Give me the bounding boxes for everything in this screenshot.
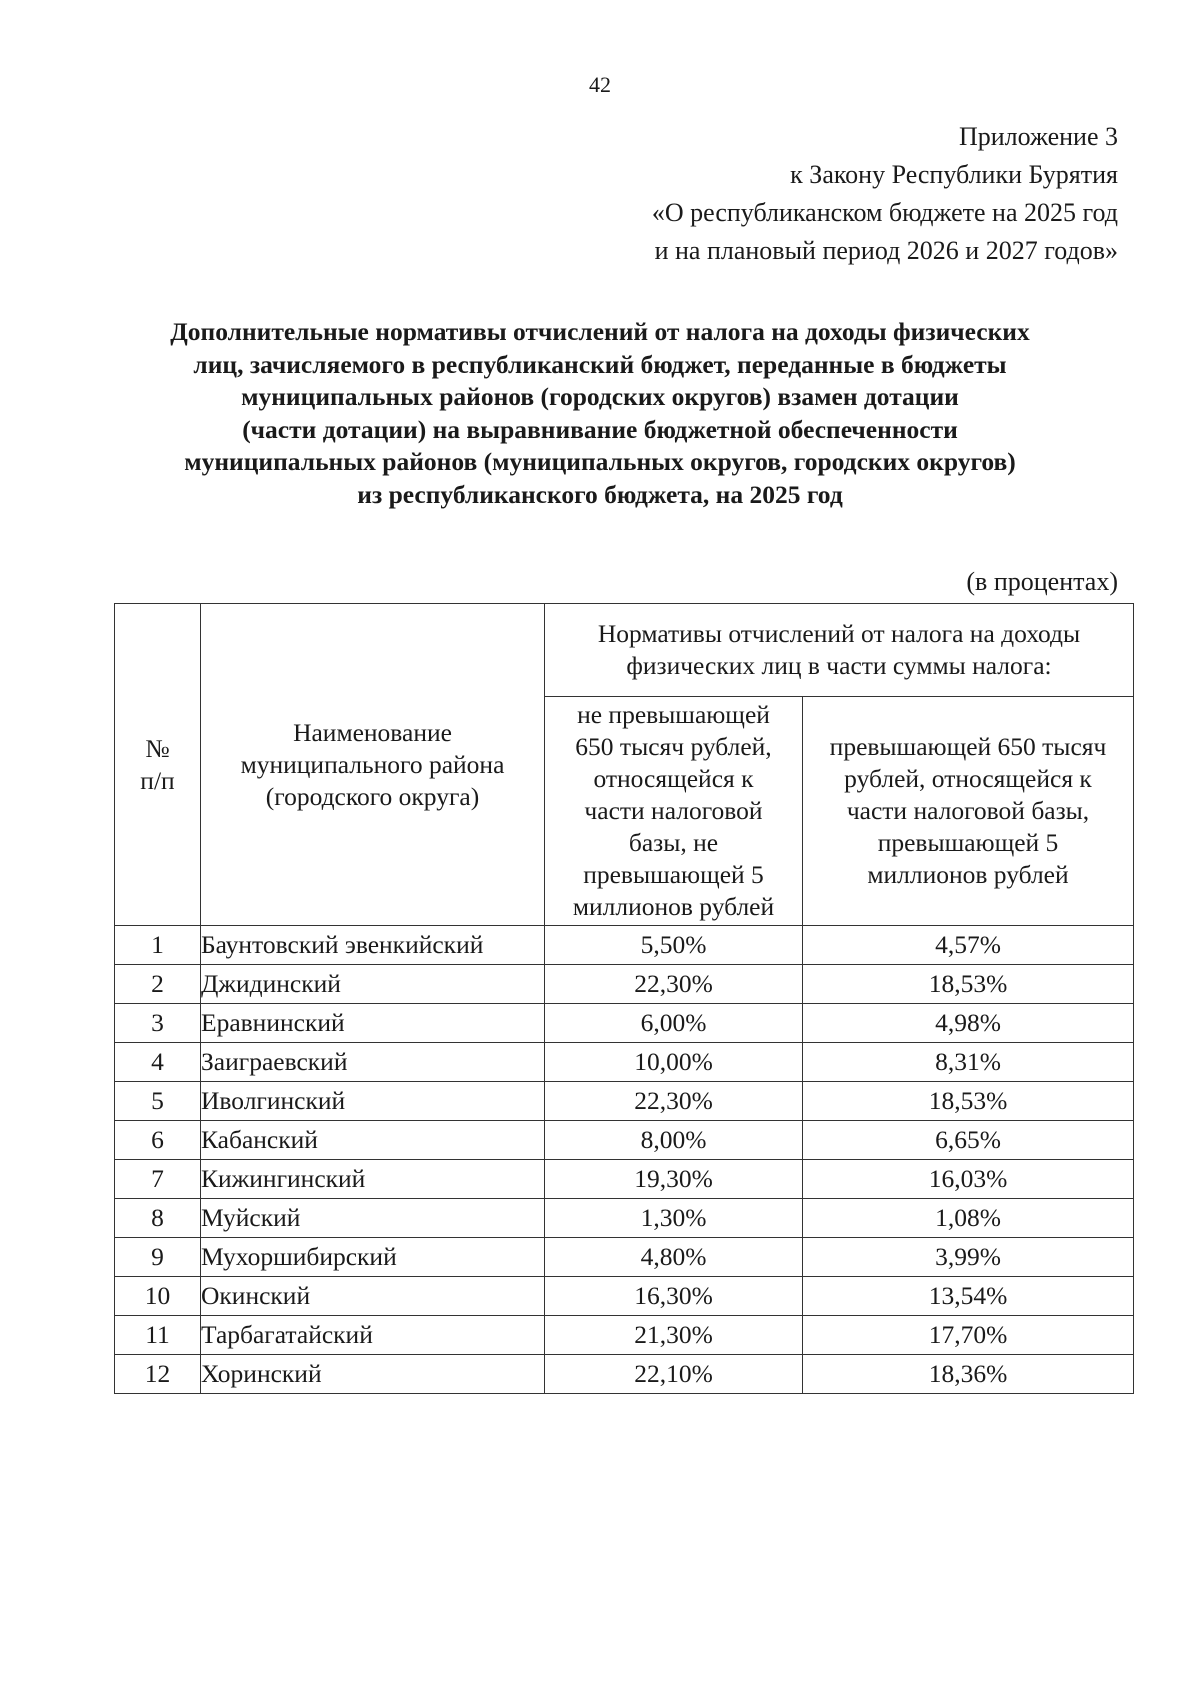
units-note: (в процентах) (966, 567, 1118, 596)
appendix-line: Приложение 3 (958, 122, 1118, 151)
row-district-name: Кабанский (201, 1121, 545, 1160)
row-value-col2: 3,99% (803, 1238, 1134, 1277)
title-line: из республиканского бюджета, на 2025 год (357, 479, 843, 509)
row-district-name: Еравнинский (201, 1004, 545, 1043)
header-col2 (803, 697, 1134, 926)
row-district-name: Мухоршибирский (201, 1238, 545, 1277)
appendix-line: «О республиканском бюджете на 2025 год (651, 198, 1118, 227)
row-district-name: Тарбагатайский (201, 1316, 545, 1355)
row-value-col1: 22,30% (545, 965, 803, 1004)
document-title (100, 316, 1100, 511)
row-number: 2 (115, 965, 201, 1004)
header-number (115, 604, 201, 926)
table-row (115, 965, 1134, 1004)
row-value-col2: 18,53% (803, 1082, 1134, 1121)
header-line: муниципального района (240, 749, 505, 779)
row-value-col1: 6,00% (545, 1004, 803, 1043)
table-row (115, 1238, 1134, 1277)
table-row (115, 1043, 1134, 1082)
row-number: 8 (115, 1199, 201, 1238)
row-value-col1: 19,30% (545, 1160, 803, 1199)
row-number: 6 (115, 1121, 201, 1160)
row-district-name: Окинский (201, 1277, 545, 1316)
row-number: 12 (115, 1355, 201, 1394)
row-value-col1: 16,30% (545, 1277, 803, 1316)
row-value-col2: 16,03% (803, 1160, 1134, 1199)
table-row (115, 1277, 1134, 1316)
row-number: 7 (115, 1160, 201, 1199)
header-line: рублей, относящейся к (844, 764, 1092, 793)
header-group (545, 604, 1134, 697)
row-value-col1: 22,10% (545, 1355, 803, 1394)
row-number: 10 (115, 1277, 201, 1316)
table-row (115, 1004, 1134, 1043)
row-district-name: Заиграевский (201, 1043, 545, 1082)
row-district-name: Джидинский (201, 965, 545, 1004)
row-value-col1: 10,00% (545, 1043, 803, 1082)
row-number: 4 (115, 1043, 201, 1082)
table-row (115, 1199, 1134, 1238)
row-value-col1: 22,30% (545, 1082, 803, 1121)
table-row (115, 1082, 1134, 1121)
row-value-col2: 1,08% (803, 1199, 1134, 1238)
header-col1 (545, 697, 803, 926)
header-line: 650 тысяч рублей, (575, 732, 772, 761)
row-number: 9 (115, 1238, 201, 1277)
row-district-name: Муйский (201, 1199, 545, 1238)
header-line: превышающей 650 тысяч (829, 732, 1107, 761)
row-value-col2: 4,57% (803, 926, 1134, 965)
header-line: Наименование (293, 717, 452, 747)
row-value-col2: 6,65% (803, 1121, 1134, 1160)
appendix-heading (418, 118, 1118, 270)
table-row (115, 1355, 1134, 1394)
header-line: превышающей 5 (877, 828, 1059, 857)
row-number: 1 (115, 926, 201, 965)
appendix-line: и на плановый период 2026 и 2027 годов» (654, 236, 1118, 265)
title-line: Дополнительные нормативы отчислений от налога на доходы физических (170, 317, 1030, 346)
header-line: Нормативы отчислений от налога на доходы (597, 619, 1081, 648)
row-value-col2: 18,53% (803, 965, 1134, 1004)
header-line: п/п (140, 765, 175, 795)
row-value-col2: 18,36% (803, 1355, 1134, 1394)
header-line: базы, не (628, 828, 719, 857)
table-row (115, 1121, 1134, 1160)
row-value-col1: 1,30% (545, 1199, 803, 1238)
header-line: физических лиц в части суммы налога: (626, 651, 1052, 680)
header-line: превышающей 5 (583, 860, 764, 889)
row-value-col2: 17,70% (803, 1316, 1134, 1355)
table-header-row (115, 604, 1134, 697)
header-line: № (145, 733, 170, 763)
title-line: муниципальных районов (городских округов) взамен дотации (241, 382, 959, 411)
header-line: относящейся к (593, 764, 754, 793)
row-value-col1: 8,00% (545, 1121, 803, 1160)
row-district-name: Баунтовский эвенкийский (201, 926, 545, 965)
row-value-col1: 4,80% (545, 1238, 803, 1277)
page-number: 42 (589, 72, 611, 97)
row-value-col2: 8,31% (803, 1043, 1134, 1082)
title-line: лиц, зачисляемого в республиканский бюджет, переданные в бюджеты (193, 349, 1007, 379)
norms-table (114, 603, 1134, 1394)
row-value-col1: 5,50% (545, 926, 803, 965)
header-line: (городского округа) (265, 781, 480, 811)
table-row (115, 926, 1134, 965)
header-line: не превышающей (577, 700, 770, 729)
row-value-col2: 13,54% (803, 1277, 1134, 1316)
header-line: части налоговой базы, (846, 796, 1090, 825)
row-number: 11 (115, 1316, 201, 1355)
header-line: миллионов рублей (867, 860, 1069, 889)
header-line: миллионов рублей (572, 892, 775, 921)
table-row (115, 1160, 1134, 1199)
row-district-name: Иволгинский (201, 1082, 545, 1121)
row-value-col2: 4,98% (803, 1004, 1134, 1043)
title-line: муниципальных районов (муниципальных округов, городских округов) (184, 447, 1016, 476)
row-value-col1: 21,30% (545, 1316, 803, 1355)
appendix-line: к Закону Республики Бурятия (790, 160, 1118, 189)
row-district-name: Хоринский (201, 1355, 545, 1394)
row-number: 3 (115, 1004, 201, 1043)
table-row (115, 1316, 1134, 1355)
header-name (201, 604, 545, 926)
header-line: части налоговой (584, 796, 763, 825)
title-line: (части дотации) на выравнивание бюджетной обеспеченности (242, 414, 958, 444)
row-number: 5 (115, 1082, 201, 1121)
row-district-name: Кижингинский (201, 1160, 545, 1199)
